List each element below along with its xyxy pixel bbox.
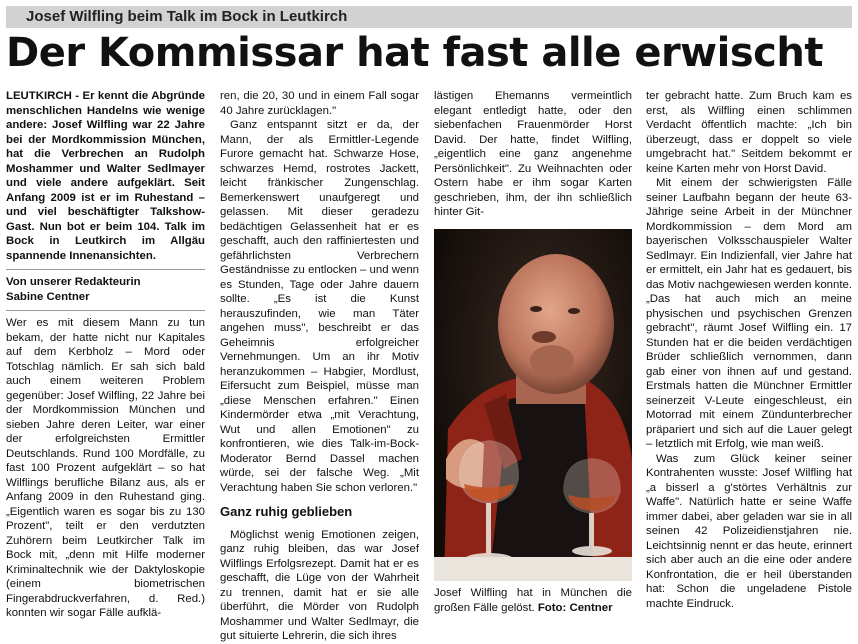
headline: Der Kommissar hat fast alle erwischt bbox=[6, 30, 823, 76]
photo-illustration bbox=[434, 229, 632, 581]
body-paragraph: Möglichst wenig Emotionen zeigen, ganz ruhig bleiben, das war Josef Wilflings Erfolgsrezept. Damit hat er es geschafft, die Lüge von der Wahrheit zu trennen, damit hat er sie alle überführt, die Mörder von Rudolph Moshammer und Walter Sedlmayr, die gut situierte Lehrerin, die sich ihres bbox=[220, 528, 419, 642]
body-paragraph: ren, die 20, 30 und in einem Fall sogar 40 Jahre zurücklagen." bbox=[220, 90, 419, 117]
kicker-text: Josef Wilfling beim Talk im Bock in Leutkirch bbox=[26, 8, 348, 25]
article-photo bbox=[434, 229, 632, 581]
byline-author: Sabine Centner bbox=[6, 290, 90, 303]
body-paragraph: Ganz entspannt sitzt er da, der Mann, der als Ermittler-Legende Furore gemacht hat. Schwarze Hose, schwarzes Hemd, rostrotes Jackett, leicht fränkischer Zungenschlag. Bemerkenswert unaufgeregt und gelassen. Mit dieser geradezu bedächtigen Gelassenheit hat er es geschafft, auch den raffiniertesten und gefährlichsten Verbrechern Geständnisse zu entlocken – und wenn es Stunden, Tage oder Jahre dauern sollte. „Es ist die Kunst herauszufinden, wie man Täter angehen muss", beschreibt er das Geheimnis erfolgreicher Vernehmungen. Um an ihr Motiv heranzukommen – Habgier, Mordlust, Eifersucht zum Beispiel, müsse man „diese Menschen erfahren." Einen Kindermörder etwa „mit Verachtung, Wut und allen Emotionen" zu konfrontieren, wie dies Talk-im-Bock-Moderator Bernd Dassel machen würde, sei der falsche Weg. „Mit Verachtung haben Sie schon verloren." bbox=[220, 119, 419, 494]
body-paragraph: lästigen Ehemanns vermeintlich elegant entledigt hatte, oder den siebenfachen Frauenmörder Horst David. Der hatte, findet Wilfling, „eigentlich eine ganz angenehme Persönlichkeit". Zu Weihnachten oder Ostern habe er ihm sogar Karten geschrieben, ihm, der ihn schließlich hinter Git- bbox=[434, 90, 632, 218]
subheading: Ganz ruhig geblieben bbox=[220, 504, 353, 519]
divider bbox=[6, 310, 205, 311]
kicker-bar bbox=[6, 6, 852, 28]
column-4 bbox=[646, 89, 852, 611]
column-2 bbox=[220, 89, 419, 644]
lead-paragraph: LEUTKIRCH - Er kennt die Abgründe menschlichen Handelns wie wenige andere: Josef Wilfling war 22 Jahre bei der Mordkommission München, hat die Verbrechen an Rudolph Moshammer und Walter Sedlmayer und viele andere aufgeklärt. Seit Anfang 2009 ist er im Ruhestand – und viel beschäftigter Talkshow-Gast. Nun bot er beim 104. Talk im Bock in Leutkirch im Allgäu spannende Innenansichten. bbox=[6, 90, 205, 262]
byline-line-1: Von unserer Redakteurin bbox=[6, 276, 141, 288]
column-3 bbox=[434, 89, 632, 220]
body-paragraph: Wer es mit diesem Mann zu tun bekam, der hatte nicht nur Kapitales auf dem Kerbholz – Mord oder Totschlag nämlich. Er sah sich bald auch einem weiteren Problem gegenüber: Josef Wilfling, 22 Jahre bei der Mordkommission München und sieben Jahre deren Leiter, war einer der erfolgreichsten Ermittler Deutschlands. Rund 100 Mordfälle, zu fast 100 Prozent aufgeklärt – so hat Wilflings berufliche Bilanz aus, als er Anfang 2009 in den Ruhestand ging. „Eigentlich waren es sogar bis zu 130 Prozent", teilt er den verdutzten Zuhörern beim Leutkircher Talk im Bock mit, „denn mit Hilfe moderner Kriminaltechnik wie der Daktyloskopie (einem biometrischen Fingerabdruckverfahren, d. Red.) konnten wir sogar Fälle aufklä- bbox=[6, 317, 205, 619]
divider bbox=[6, 269, 205, 270]
body-paragraph: Mit einem der schwierigsten Fälle seiner Laufbahn begann der heute 63-Jährige seine Arbeit in der Münchner Mordkommission – dem Mord am bayerischen Volksschauspieler Walter Sedlmayr. Ein Indizienfall, vier Jahre hat er ermittelt, ein Jahr hat es gedauert, bis das Motiv nachgewiesen werden konnte. „Das hat auch mich an meine physischen und psychischen Grenzen gebracht", räumt Josef Wilfling ein. 17 Stunden hat er die beiden verdächtigen Brüder schließlich vernommen, dann gab einer von ihnen auf und gestand. Erstmals hatten die Münchner Ermittler seinerzeit V-Leute eingeschleust, ein Motorrad mit einem Zündunterbrecher präpariert und sich auf die Lauer gelegt – letztlich mit Erfolg, wie man weiß. bbox=[646, 177, 852, 450]
caption-text: Josef Wilfling hat in München die großen Fälle gelöst. bbox=[434, 587, 632, 614]
body-paragraph: ter gebracht hatte. Zum Bruch kam es erst, als Wilfling einen schlimmen Verdacht öffentlich machte: „Ich bin überzeugt, dass er doppelt so viele umgebracht hat." Seitdem bekommt er keine Karten mehr von Horst David. bbox=[646, 90, 852, 175]
photo-credit: Foto: Centner bbox=[537, 601, 613, 614]
column-1 bbox=[6, 89, 205, 621]
body-paragraph: Was zum Glück keiner seiner Kontrahenten wusste: Josef Wilfling hat „a bisserl a g'störtes Verhältnis zur Waffe". Natürlich hatte er seine Waffe immer dabei, aber geladen war sie in all seinen 42 Polizeidienstjahren nie. Leichtsinnig nennt er das heute, erinnert sich aber auch an die eine oder andere Konfrontation, die er heil überstanden hat: Schon die ungeladene Pistole machte Eindruck. bbox=[646, 452, 852, 610]
photo-caption bbox=[434, 586, 632, 615]
